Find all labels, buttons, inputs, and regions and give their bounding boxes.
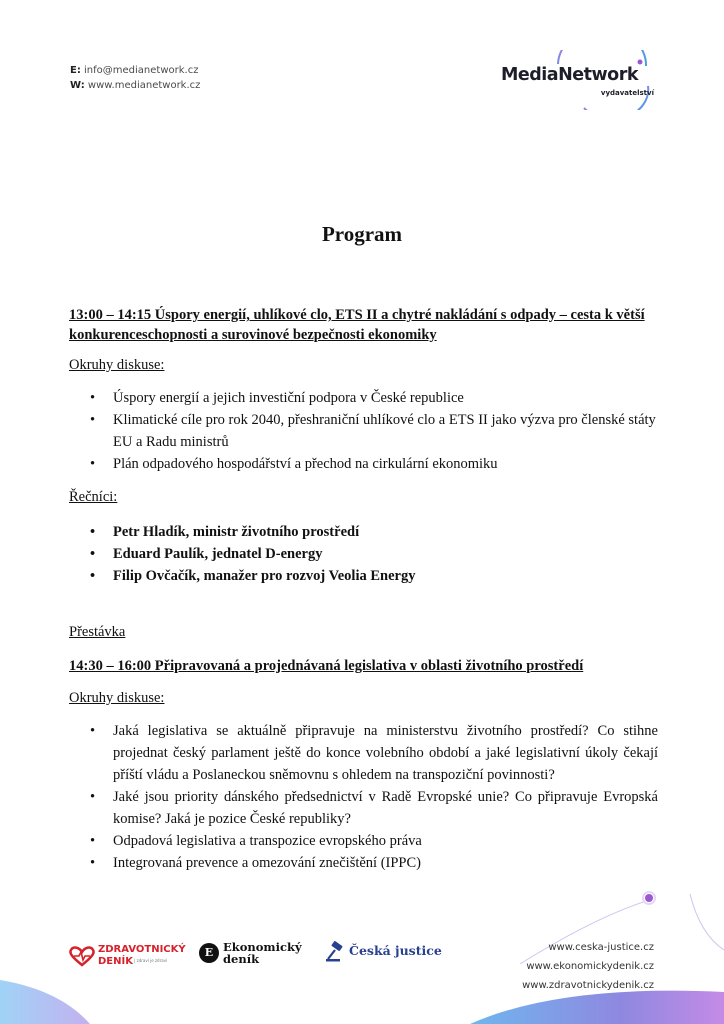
session-1-topics-list: [90, 387, 658, 475]
list-item: • Jaká legislativa se aktuálně připravuje na ministerstvu životního prostředí? Co stihne projednat český parlament ještě do konce volebního období a jaké legislativní úkoly čekají příští vládu a Poslaneckou sněmovnu s ohledem na transpoziční povinnosti?: [90, 720, 658, 786]
contact-info: [70, 63, 200, 93]
list-item: • Odpadová legislativa a transpozice evropského práva: [90, 830, 658, 852]
page-title: Program: [321, 222, 403, 246]
web-address: www.medianetwork.cz: [87, 80, 201, 91]
break-label: Přestávka: [69, 624, 126, 640]
ekonomicky-line-2: deník: [223, 952, 260, 966]
ekonomicky-mark: E: [199, 943, 219, 963]
footer-link-zdravotnicky-denik[interactable]: www.zdravotnickydenik.cz: [522, 980, 654, 991]
session-2-topics-label: Okruhy diskuse:: [69, 690, 165, 706]
list-item: • Filip Ovčačík, manažer pro rozvoj Veolia Energy: [90, 565, 658, 587]
list-item: • Plán odpadového hospodářství a přechod na cirkulární ekonomiku: [90, 453, 658, 475]
zdravotnicky-tagline: | zdraví je zdraví: [134, 958, 168, 963]
footer-link-ceska-justice[interactable]: www.ceska-justice.cz: [548, 942, 654, 953]
list-item: • Klimatické cíle pro rok 2040, přeshraniční uhlíkové clo a ETS II jako výzva pro členské státy EU a Radu ministrů: [90, 409, 658, 453]
footer-link-ekonomicky-denik[interactable]: www.ekonomickydenik.cz: [526, 961, 654, 972]
zdravotnicky-line-2: DENÍK: [98, 956, 133, 967]
email-line: [70, 63, 200, 78]
session-2-heading: 14:30 – 16:00 Připravovaná a projednávaná legislativa v oblasti životního prostředí: [69, 658, 584, 674]
logo-wordmark: MediaNetwork: [501, 65, 638, 85]
medianetwork-logo: [500, 50, 660, 110]
list-item: • Integrovaná prevence a omezování znečištění (IPPC): [90, 852, 658, 874]
email-label: E:: [70, 65, 81, 76]
logo-subtitle: vydavatelství: [600, 89, 654, 97]
session-2-topics-list: [90, 720, 658, 874]
ekonomicky-line-1: Ekonomický: [223, 940, 302, 954]
session-1-topics-label: Okruhy diskuse:: [69, 357, 165, 373]
footer-links: [522, 938, 654, 995]
email-address: info@medianetwork.cz: [84, 65, 199, 76]
session-1-speakers-label: Řečníci:: [69, 489, 118, 505]
web-label: W:: [70, 80, 85, 91]
session-1-heading: 13:00 – 14:15 Úspory energií, uhlíkové clo, ETS II a chytré nakládání s odpady – cesta k větší konkurenceschopnosti a surovinové bezpečnosti ekonomiky: [69, 307, 645, 343]
list-item: • Jaké jsou priority dánského předsednictví v Radě Evropské unie? Co připravuje Evropská komise? Jaká je pozice České republiky?: [90, 786, 658, 830]
web-line: [70, 78, 200, 93]
heart-pulse-icon: [68, 945, 96, 967]
list-item: • Petr Hladík, ministr životního prostředí: [90, 521, 658, 543]
list-item: • Úspory energií a jejich investiční podpora v České republice: [90, 387, 658, 409]
gavel-icon: [325, 941, 347, 963]
zdravotnicky-line-1: ZDRAVOTNICKÝ: [98, 944, 186, 955]
list-item: • Eduard Paulík, jednatel D-energy: [90, 543, 658, 565]
ceska-justice-text: Česká justice: [349, 943, 442, 958]
session-1-speakers-list: [90, 521, 658, 587]
